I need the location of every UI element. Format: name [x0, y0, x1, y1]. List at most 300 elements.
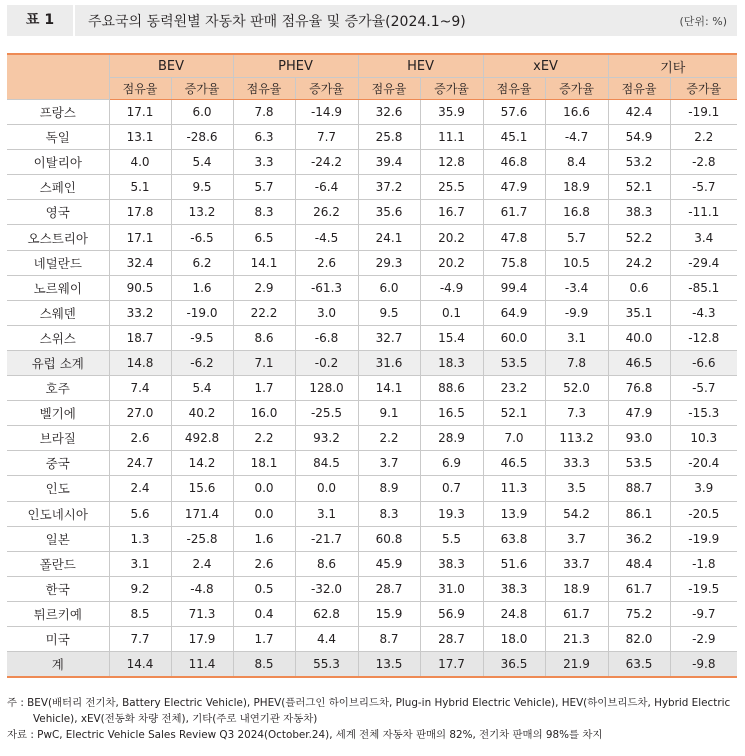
share-cell: 4.0: [109, 150, 171, 175]
table-row: [7, 426, 737, 451]
share-cell: 7.7: [109, 626, 171, 651]
share-cell: 24.1: [358, 225, 420, 250]
share-cell: 39.4: [358, 150, 420, 175]
table-row: [7, 451, 737, 476]
share-cell: 8.7: [358, 626, 420, 651]
table-row: [7, 350, 737, 375]
share-cell: 60.0: [483, 325, 545, 350]
table-row: [7, 150, 737, 175]
share-cell: 2.9: [233, 275, 295, 300]
share-cell: 17.8: [109, 200, 171, 225]
growth-cell: 5.5: [420, 526, 483, 551]
share-growth-table: [7, 53, 737, 678]
growth-cell: -25.8: [171, 526, 233, 551]
table-row: [7, 125, 737, 150]
share-cell: 5.7: [233, 175, 295, 200]
growth-cell: -3.4: [545, 275, 608, 300]
growth-cell: 16.6: [545, 100, 608, 125]
growth-cell: -24.2: [295, 150, 358, 175]
share-cell: 13.1: [109, 125, 171, 150]
sub-header-share: 점유율: [358, 78, 420, 100]
growth-cell: 5.7: [545, 225, 608, 250]
growth-cell: 17.9: [171, 626, 233, 651]
country-cell: 유럽 소계: [7, 350, 109, 375]
share-cell: 37.2: [358, 175, 420, 200]
growth-cell: -4.5: [295, 225, 358, 250]
share-cell: 99.4: [483, 275, 545, 300]
share-cell: 14.8: [109, 350, 171, 375]
growth-cell: -61.3: [295, 275, 358, 300]
share-cell: 42.4: [608, 100, 670, 125]
share-cell: 2.4: [109, 476, 171, 501]
note-line: 주 : BEV(배터리 전기차, Battery Electric Vehicle), PHEV(플러그인 하이브리드차, Plug-in Hybrid Electric Vehicle), HEV(하이브리드차, Hybrid Electric: [7, 697, 731, 709]
growth-cell: 28.9: [420, 426, 483, 451]
share-cell: 29.3: [358, 250, 420, 275]
share-cell: 6.5: [233, 225, 295, 250]
growth-cell: -12.8: [670, 325, 737, 350]
growth-cell: 492.8: [171, 426, 233, 451]
share-cell: 1.7: [233, 626, 295, 651]
sub-header-row: [7, 78, 737, 100]
growth-cell: -6.4: [295, 175, 358, 200]
growth-cell: -20.4: [670, 451, 737, 476]
share-cell: 1.6: [233, 526, 295, 551]
share-cell: 0.0: [233, 476, 295, 501]
growth-cell: -19.5: [670, 576, 737, 601]
share-cell: 9.5: [358, 300, 420, 325]
country-cell: 스웨덴: [7, 300, 109, 325]
country-cell: 독일: [7, 125, 109, 150]
table-row: [7, 526, 737, 551]
country-cell: 이탈리아: [7, 150, 109, 175]
growth-cell: 56.9: [420, 601, 483, 626]
share-cell: 40.0: [608, 325, 670, 350]
growth-cell: 6.9: [420, 451, 483, 476]
table-row: [7, 652, 737, 678]
share-cell: 24.7: [109, 451, 171, 476]
sub-header-growth: 증가율: [171, 78, 233, 100]
table-title-bar: [7, 5, 737, 36]
country-cell: 미국: [7, 626, 109, 651]
share-cell: 8.5: [233, 652, 295, 678]
share-cell: 28.7: [358, 576, 420, 601]
header-corner: [7, 54, 109, 100]
share-cell: 3.1: [109, 551, 171, 576]
share-cell: 53.5: [608, 451, 670, 476]
growth-cell: 7.8: [545, 350, 608, 375]
group-header: HEV: [358, 54, 483, 78]
growth-cell: 16.7: [420, 200, 483, 225]
share-cell: 61.7: [608, 576, 670, 601]
growth-cell: -1.8: [670, 551, 737, 576]
growth-cell: 21.3: [545, 626, 608, 651]
growth-cell: 52.0: [545, 376, 608, 401]
growth-cell: 55.3: [295, 652, 358, 678]
share-cell: 63.8: [483, 526, 545, 551]
growth-cell: 17.7: [420, 652, 483, 678]
share-cell: 13.5: [358, 652, 420, 678]
share-cell: 53.5: [483, 350, 545, 375]
growth-cell: -6.8: [295, 325, 358, 350]
sub-header-share: 점유율: [483, 78, 545, 100]
share-cell: 2.6: [109, 426, 171, 451]
growth-cell: -9.8: [670, 652, 737, 678]
growth-cell: 19.3: [420, 501, 483, 526]
share-cell: 64.9: [483, 300, 545, 325]
table-row: [7, 275, 737, 300]
growth-cell: 9.5: [171, 175, 233, 200]
growth-cell: 18.3: [420, 350, 483, 375]
country-cell: 인도: [7, 476, 109, 501]
growth-cell: 20.2: [420, 225, 483, 250]
share-cell: 1.7: [233, 376, 295, 401]
share-cell: 32.7: [358, 325, 420, 350]
country-cell: 네덜란드: [7, 250, 109, 275]
growth-cell: 84.5: [295, 451, 358, 476]
table-row: [7, 225, 737, 250]
country-cell: 중국: [7, 451, 109, 476]
growth-cell: -19.1: [670, 100, 737, 125]
growth-cell: -4.9: [420, 275, 483, 300]
country-cell: 스위스: [7, 325, 109, 350]
growth-cell: -5.7: [670, 175, 737, 200]
growth-cell: -6.5: [171, 225, 233, 250]
growth-cell: 113.2: [545, 426, 608, 451]
sub-header-growth: 증가율: [420, 78, 483, 100]
country-cell: 스페인: [7, 175, 109, 200]
growth-cell: 61.7: [545, 601, 608, 626]
growth-cell: 2.2: [670, 125, 737, 150]
share-cell: 7.0: [483, 426, 545, 451]
sub-header-growth: 증가율: [545, 78, 608, 100]
growth-cell: 21.9: [545, 652, 608, 678]
share-cell: 8.5: [109, 601, 171, 626]
share-cell: 52.1: [483, 401, 545, 426]
country-cell: 폴란드: [7, 551, 109, 576]
growth-cell: -4.7: [545, 125, 608, 150]
share-cell: 18.7: [109, 325, 171, 350]
country-cell: 호주: [7, 376, 109, 401]
growth-cell: 11.4: [171, 652, 233, 678]
share-cell: 2.2: [358, 426, 420, 451]
sub-header-share: 점유율: [233, 78, 295, 100]
share-cell: 36.5: [483, 652, 545, 678]
share-cell: 45.9: [358, 551, 420, 576]
share-cell: 24.2: [608, 250, 670, 275]
country-cell: 계: [7, 652, 109, 678]
growth-cell: 3.1: [295, 501, 358, 526]
share-cell: 0.0: [233, 501, 295, 526]
share-cell: 27.0: [109, 401, 171, 426]
growth-cell: 26.2: [295, 200, 358, 225]
growth-cell: -19.9: [670, 526, 737, 551]
group-header: xEV: [483, 54, 608, 78]
growth-cell: -14.9: [295, 100, 358, 125]
group-header: PHEV: [233, 54, 358, 78]
share-cell: 14.4: [109, 652, 171, 678]
share-cell: 54.9: [608, 125, 670, 150]
growth-cell: -19.0: [171, 300, 233, 325]
growth-cell: 1.6: [171, 275, 233, 300]
growth-cell: -15.3: [670, 401, 737, 426]
growth-cell: 11.1: [420, 125, 483, 150]
growth-cell: 33.7: [545, 551, 608, 576]
table-row: [7, 200, 737, 225]
table-row: [7, 401, 737, 426]
growth-cell: 0.7: [420, 476, 483, 501]
share-cell: 7.1: [233, 350, 295, 375]
share-cell: 60.8: [358, 526, 420, 551]
share-cell: 8.6: [233, 325, 295, 350]
growth-cell: 31.0: [420, 576, 483, 601]
growth-cell: 13.2: [171, 200, 233, 225]
share-cell: 0.6: [608, 275, 670, 300]
growth-cell: -9.9: [545, 300, 608, 325]
growth-cell: 12.8: [420, 150, 483, 175]
growth-cell: 71.3: [171, 601, 233, 626]
share-cell: 35.6: [358, 200, 420, 225]
growth-cell: 28.7: [420, 626, 483, 651]
share-cell: 75.2: [608, 601, 670, 626]
growth-cell: 15.6: [171, 476, 233, 501]
growth-cell: -9.7: [670, 601, 737, 626]
share-cell: 51.6: [483, 551, 545, 576]
growth-cell: 15.4: [420, 325, 483, 350]
table-row: [7, 576, 737, 601]
growth-cell: 8.6: [295, 551, 358, 576]
growth-cell: -28.6: [171, 125, 233, 150]
growth-cell: 6.2: [171, 250, 233, 275]
growth-cell: -85.1: [670, 275, 737, 300]
share-cell: 18.0: [483, 626, 545, 651]
share-cell: 47.9: [483, 175, 545, 200]
growth-cell: 38.3: [420, 551, 483, 576]
country-cell: 일본: [7, 526, 109, 551]
table-number: 표 1: [7, 5, 75, 36]
growth-cell: 3.7: [545, 526, 608, 551]
share-cell: 2.6: [233, 551, 295, 576]
growth-cell: -2.9: [670, 626, 737, 651]
share-cell: 31.6: [358, 350, 420, 375]
footnotes: [7, 695, 739, 743]
table-row: [7, 501, 737, 526]
table-row: [7, 551, 737, 576]
growth-cell: -2.8: [670, 150, 737, 175]
growth-cell: -21.7: [295, 526, 358, 551]
share-cell: 6.0: [358, 275, 420, 300]
share-cell: 2.2: [233, 426, 295, 451]
country-cell: 벨기에: [7, 401, 109, 426]
growth-cell: -4.8: [171, 576, 233, 601]
country-cell: 영국: [7, 200, 109, 225]
share-cell: 35.1: [608, 300, 670, 325]
share-cell: 6.3: [233, 125, 295, 150]
share-cell: 93.0: [608, 426, 670, 451]
growth-cell: 5.4: [171, 150, 233, 175]
share-cell: 7.8: [233, 100, 295, 125]
share-cell: 88.7: [608, 476, 670, 501]
share-cell: 47.8: [483, 225, 545, 250]
growth-cell: 4.4: [295, 626, 358, 651]
growth-cell: 7.7: [295, 125, 358, 150]
sub-header-growth: 증가율: [295, 78, 358, 100]
table-body: [7, 100, 737, 678]
growth-cell: 2.6: [295, 250, 358, 275]
growth-cell: -20.5: [670, 501, 737, 526]
growth-cell: -4.3: [670, 300, 737, 325]
share-cell: 3.3: [233, 150, 295, 175]
growth-cell: -5.7: [670, 376, 737, 401]
table-row: [7, 175, 737, 200]
table-title: 주요국의 동력원별 자동차 판매 점유율 및 증가율(2024.1~9): [88, 13, 466, 30]
growth-cell: -9.5: [171, 325, 233, 350]
share-cell: 22.2: [233, 300, 295, 325]
share-cell: 8.3: [233, 200, 295, 225]
growth-cell: -25.5: [295, 401, 358, 426]
note-line: Vehicle), xEV(전동화 차량 전체), 기타(주로 내연기관 자동차): [33, 713, 318, 725]
share-cell: 76.8: [608, 376, 670, 401]
growth-cell: 16.5: [420, 401, 483, 426]
share-cell: 5.6: [109, 501, 171, 526]
share-cell: 3.7: [358, 451, 420, 476]
share-cell: 8.3: [358, 501, 420, 526]
country-cell: 프랑스: [7, 100, 109, 125]
share-cell: 86.1: [608, 501, 670, 526]
share-cell: 57.6: [483, 100, 545, 125]
country-cell: 브라질: [7, 426, 109, 451]
growth-cell: -6.2: [171, 350, 233, 375]
share-cell: 36.2: [608, 526, 670, 551]
growth-cell: 10.5: [545, 250, 608, 275]
table-row: [7, 250, 737, 275]
growth-cell: 40.2: [171, 401, 233, 426]
share-cell: 61.7: [483, 200, 545, 225]
growth-cell: 0.1: [420, 300, 483, 325]
country-cell: 튀르키예: [7, 601, 109, 626]
share-cell: 52.2: [608, 225, 670, 250]
share-cell: 45.1: [483, 125, 545, 150]
share-cell: 47.9: [608, 401, 670, 426]
growth-cell: 54.2: [545, 501, 608, 526]
share-cell: 7.4: [109, 376, 171, 401]
growth-cell: 35.9: [420, 100, 483, 125]
share-cell: 8.9: [358, 476, 420, 501]
share-cell: 38.3: [608, 200, 670, 225]
share-cell: 46.8: [483, 150, 545, 175]
share-cell: 11.3: [483, 476, 545, 501]
growth-cell: -29.4: [670, 250, 737, 275]
growth-cell: 3.9: [670, 476, 737, 501]
group-header-row: [7, 54, 737, 78]
growth-cell: -32.0: [295, 576, 358, 601]
table-row: [7, 300, 737, 325]
table-row: [7, 100, 737, 125]
growth-cell: 5.4: [171, 376, 233, 401]
share-cell: 63.5: [608, 652, 670, 678]
country-cell: 인도네시아: [7, 501, 109, 526]
group-header: BEV: [109, 54, 233, 78]
share-cell: 17.1: [109, 100, 171, 125]
growth-cell: -0.2: [295, 350, 358, 375]
growth-cell: -11.1: [670, 200, 737, 225]
share-cell: 32.4: [109, 250, 171, 275]
share-cell: 14.1: [358, 376, 420, 401]
growth-cell: 20.2: [420, 250, 483, 275]
share-cell: 23.2: [483, 376, 545, 401]
share-cell: 9.1: [358, 401, 420, 426]
growth-cell: 3.1: [545, 325, 608, 350]
growth-cell: 7.3: [545, 401, 608, 426]
growth-cell: 2.4: [171, 551, 233, 576]
growth-cell: 3.0: [295, 300, 358, 325]
growth-cell: 18.9: [545, 576, 608, 601]
growth-cell: 10.3: [670, 426, 737, 451]
growth-cell: 93.2: [295, 426, 358, 451]
share-cell: 14.1: [233, 250, 295, 275]
growth-cell: 3.5: [545, 476, 608, 501]
share-cell: 16.0: [233, 401, 295, 426]
growth-cell: 8.4: [545, 150, 608, 175]
share-cell: 0.4: [233, 601, 295, 626]
growth-cell: 18.9: [545, 175, 608, 200]
share-cell: 24.8: [483, 601, 545, 626]
share-cell: 90.5: [109, 275, 171, 300]
share-cell: 33.2: [109, 300, 171, 325]
share-cell: 46.5: [483, 451, 545, 476]
table-row: [7, 476, 737, 501]
table-row: [7, 626, 737, 651]
share-cell: 0.5: [233, 576, 295, 601]
share-cell: 32.6: [358, 100, 420, 125]
share-cell: 1.3: [109, 526, 171, 551]
share-cell: 13.9: [483, 501, 545, 526]
share-cell: 38.3: [483, 576, 545, 601]
share-cell: 53.2: [608, 150, 670, 175]
share-cell: 5.1: [109, 175, 171, 200]
table-row: [7, 601, 737, 626]
growth-cell: 14.2: [171, 451, 233, 476]
unit-label: (단위: %): [679, 14, 727, 28]
growth-cell: -6.6: [670, 350, 737, 375]
sub-header-share: 점유율: [109, 78, 171, 100]
table-row: [7, 325, 737, 350]
source-line: 자료 : PwC, Electric Vehicle Sales Review Q3 2024(October.24), 세계 전체 자동차 판매의 82%, 전기차 판매의 98%를 차지: [7, 729, 603, 741]
share-cell: 82.0: [608, 626, 670, 651]
growth-cell: 171.4: [171, 501, 233, 526]
sub-header-growth: 증가율: [670, 78, 737, 100]
share-cell: 17.1: [109, 225, 171, 250]
growth-cell: 6.0: [171, 100, 233, 125]
sub-header-share: 점유율: [608, 78, 670, 100]
share-cell: 15.9: [358, 601, 420, 626]
country-cell: 노르웨이: [7, 275, 109, 300]
growth-cell: 62.8: [295, 601, 358, 626]
growth-cell: 33.3: [545, 451, 608, 476]
country-cell: 오스트리아: [7, 225, 109, 250]
growth-cell: 88.6: [420, 376, 483, 401]
growth-cell: 25.5: [420, 175, 483, 200]
growth-cell: 128.0: [295, 376, 358, 401]
share-cell: 75.8: [483, 250, 545, 275]
share-cell: 18.1: [233, 451, 295, 476]
table-row: [7, 376, 737, 401]
share-cell: 25.8: [358, 125, 420, 150]
share-cell: 46.5: [608, 350, 670, 375]
share-cell: 9.2: [109, 576, 171, 601]
growth-cell: 16.8: [545, 200, 608, 225]
group-header: 기타: [608, 54, 737, 78]
share-cell: 52.1: [608, 175, 670, 200]
